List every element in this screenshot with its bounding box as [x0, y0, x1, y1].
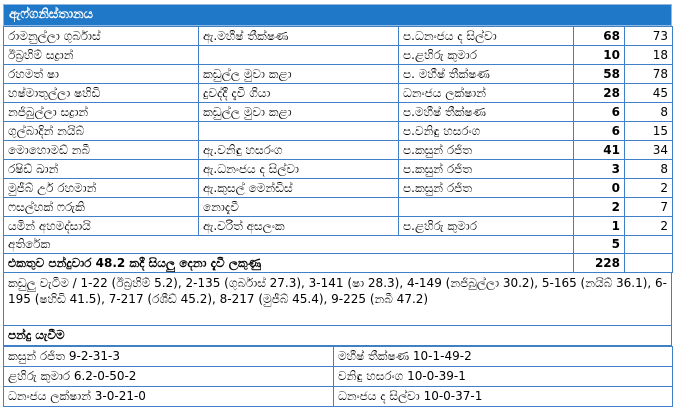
- runs: 6: [574, 103, 625, 122]
- batting-row: [4, 27, 673, 46]
- bowling-row: [4, 367, 673, 387]
- bowler-credit: [399, 198, 574, 217]
- fall-of-wickets: කඩුලු වැටීම / 1-22 (ඊබ්‍රහිම් 5.2), 2-135 (ගුර්බාස් 27.3), 3-141 (ෂා 28.3), 4-149 (නජිබුල්ලා 30.2), 5-165 (නයිබ් 36.1), 6-195 (ෂහිඩි 41.5), 7-217 (රශීඩ් 45.2), 8-217 (මුජීබ් 45.4), 9-225 (නබී 47.2): [3, 273, 672, 326]
- balls: 18: [625, 46, 673, 65]
- balls: 2: [625, 179, 673, 198]
- scorecard: [3, 4, 672, 407]
- dismissal: නොදැවී: [199, 198, 399, 217]
- balls: 8: [625, 103, 673, 122]
- batting-row: [4, 179, 673, 198]
- balls: 73: [625, 27, 673, 46]
- bowler-figures: ධනංජය ලක්ෂාන් 3-0-21-0: [4, 387, 334, 407]
- bowling-row: [4, 347, 673, 367]
- bowler-credit: ප.කසුන් රජිත: [399, 141, 574, 160]
- batter-name: රාමනුල්ලා ගුර්බාස්: [4, 27, 199, 46]
- dismissal: ඇ.මහීෂ් තීක්ෂණ: [199, 27, 399, 46]
- total-value: 228: [574, 254, 625, 273]
- dismissal: [199, 46, 399, 65]
- total-row: [4, 254, 673, 273]
- batting-row: [4, 122, 673, 141]
- bowler-figures: කසුන් රජිත 9-2-31-3: [4, 347, 334, 367]
- bowler-figures: ධනංජය ද සිල්වා 10-0-37-1: [334, 387, 673, 407]
- batter-name: රෂිඩ් ඛාන්: [4, 160, 199, 179]
- runs: 1: [574, 217, 625, 236]
- batter-name: මුජීබ් උර් රහමාන්: [4, 179, 199, 198]
- balls: 2: [625, 217, 673, 236]
- dismissal: කඩුල්ල මුවා කළා: [199, 65, 399, 84]
- balls: 78: [625, 65, 673, 84]
- batter-name: හෂ්මාතුල්ලා ෂහිඩි: [4, 84, 199, 103]
- batter-name: ගුල්බාදින් නයිබ්: [4, 122, 199, 141]
- bowler-credit: ප.ධනංජය ද සිල්වා: [399, 27, 574, 46]
- runs: 0: [574, 179, 625, 198]
- runs: 41: [574, 141, 625, 160]
- batting-row: [4, 65, 673, 84]
- dismissal: ඇ.වනිඳු හසරංග: [199, 141, 399, 160]
- batting-row: [4, 46, 673, 65]
- bowler-credit: ප.මහීෂ් තීක්ෂණ: [399, 103, 574, 122]
- runs: 2: [574, 198, 625, 217]
- batting-row: [4, 84, 673, 103]
- bowler-figures: ළහිරු කුමාර 6.2-0-50-2: [4, 367, 334, 387]
- dismissal: ඇ.කුසල් මෙන්ඩිස්: [199, 179, 399, 198]
- bowling-title: පන්දු යැවීම: [3, 326, 672, 346]
- bowler-credit: ප.ළහිරු කුමාර: [399, 217, 574, 236]
- bowling-table: [3, 346, 673, 407]
- bowling-row: [4, 387, 673, 407]
- batting-row: [4, 217, 673, 236]
- total-label: එකතුව පන්දුවාර 48.2 කදී සියලු දෙනා දැවී ලකුණු: [4, 254, 574, 273]
- dismissal: [199, 122, 399, 141]
- dismissal: ඇ.ධනංජය ද සිල්වා: [199, 160, 399, 179]
- balls: 15: [625, 122, 673, 141]
- balls: 7: [625, 198, 673, 217]
- batting-row: [4, 141, 673, 160]
- bowler-figures: වනිඳු හසරංග 10-0-39-1: [334, 367, 673, 387]
- batter-name: නජිබුල්ලා සද්‍රාන්: [4, 103, 199, 122]
- bowler-figures: මහීෂ් තීක්ෂණ 10-1-49-2: [334, 347, 673, 367]
- runs: 6: [574, 122, 625, 141]
- balls: 45: [625, 84, 673, 103]
- batter-name: රහමත් ෂා: [4, 65, 199, 84]
- dismissal: කඩුල්ල මුවා කළා: [199, 103, 399, 122]
- extras-value: 5: [574, 236, 625, 254]
- bowler-credit: ප.වනිඳු හසරංග: [399, 122, 574, 141]
- batter-name: යමින් අහමද්සායි: [4, 217, 199, 236]
- batter-name: මොහොමඩ් නබී: [4, 141, 199, 160]
- dismissal: ඇ.චරිත් අසලංක: [199, 217, 399, 236]
- batting-row: [4, 198, 673, 217]
- batting-row: [4, 160, 673, 179]
- runs: 10: [574, 46, 625, 65]
- extras-label: අතිරේක: [4, 236, 574, 254]
- team-title: ඇෆ්ගනිස්තානය: [3, 4, 672, 26]
- runs: 58: [574, 65, 625, 84]
- batter-name: ඊබ්‍රහිම් සද්‍රාන්: [4, 46, 199, 65]
- batting-row: [4, 103, 673, 122]
- runs: 3: [574, 160, 625, 179]
- runs: 28: [574, 84, 625, 103]
- balls: 8: [625, 160, 673, 179]
- bowler-credit: ධනංජය ලක්ෂාන්: [399, 84, 574, 103]
- extras-row: [4, 236, 673, 254]
- bowler-credit: ප.කසුන් රජිත: [399, 160, 574, 179]
- bowler-credit: ප. මහීෂ් තීක්ෂණ: [399, 65, 574, 84]
- runs: 68: [574, 27, 625, 46]
- balls: 34: [625, 141, 673, 160]
- batting-table: [3, 26, 673, 273]
- dismissal: දුවද්දී දැවී ගියා: [199, 84, 399, 103]
- bowler-credit: ප.ළහිරු කුමාර: [399, 46, 574, 65]
- bowler-credit: ප.කසුන් රජිත: [399, 179, 574, 198]
- batter-name: ෆසල්හක් ෆරුකි: [4, 198, 199, 217]
